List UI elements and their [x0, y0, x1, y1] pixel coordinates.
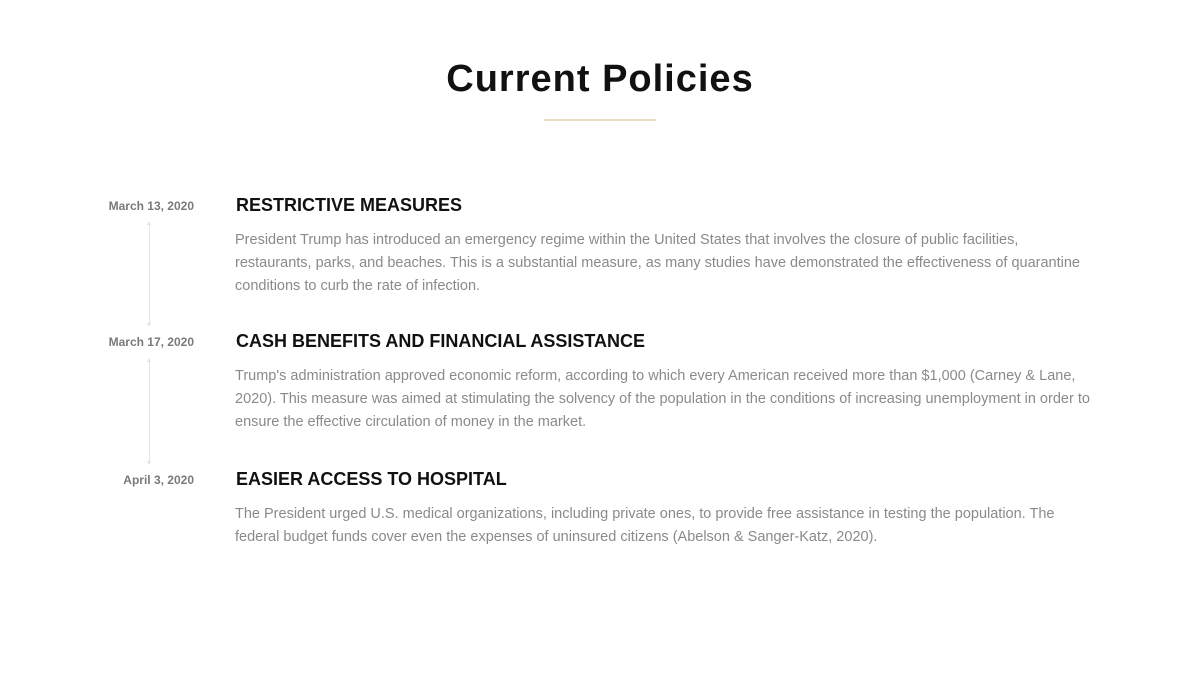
entry-body: The President urged U.S. medical organizations, including private ones, to provide free assistance in testing the population. The federal budget funds cover even the expenses of uninsured citizens (Abelson & Sanger-Katz, 2020). — [235, 506, 1055, 545]
entry-date: March 13, 2020 — [108, 199, 194, 213]
connector-line — [149, 225, 150, 323]
page-title: Current Policies — [446, 58, 754, 100]
entry-date: March 17, 2020 — [108, 335, 194, 349]
entry-heading: EASIER ACCESS TO HOSPITAL — [236, 469, 507, 489]
connector-arrow-down-icon — [147, 323, 151, 327]
connector-line — [149, 362, 150, 461]
entry-heading: CASH BENEFITS AND FINANCIAL ASSISTANCE — [236, 331, 646, 351]
entry-heading: RESTRICTIVE MEASURES — [236, 195, 463, 215]
connector-arrow-down-icon — [147, 461, 151, 465]
title-underline — [544, 119, 656, 121]
timeline-connector — [148, 221, 150, 327]
timeline-connector — [148, 358, 150, 465]
entry-body: Trump's administration approved economic reform, according to which every American received more than $1,000 (Carney & Lane, 2020). This measure was aimed at stimulating the solvency of the population in the conditions of increasing unemployment in order to ensure the effective circulation of money in the market. — [235, 368, 1090, 430]
entry-date: April 3, 2020 — [123, 473, 194, 487]
entry-body: President Trump has introduced an emergency regime within the United States that involves the closure of public facilities, restaurants, parks, and beaches. This is a substantial measure, as many studies have demonstrated the effectiveness of quarantine conditions to curb the rate of infection. — [235, 232, 1080, 294]
